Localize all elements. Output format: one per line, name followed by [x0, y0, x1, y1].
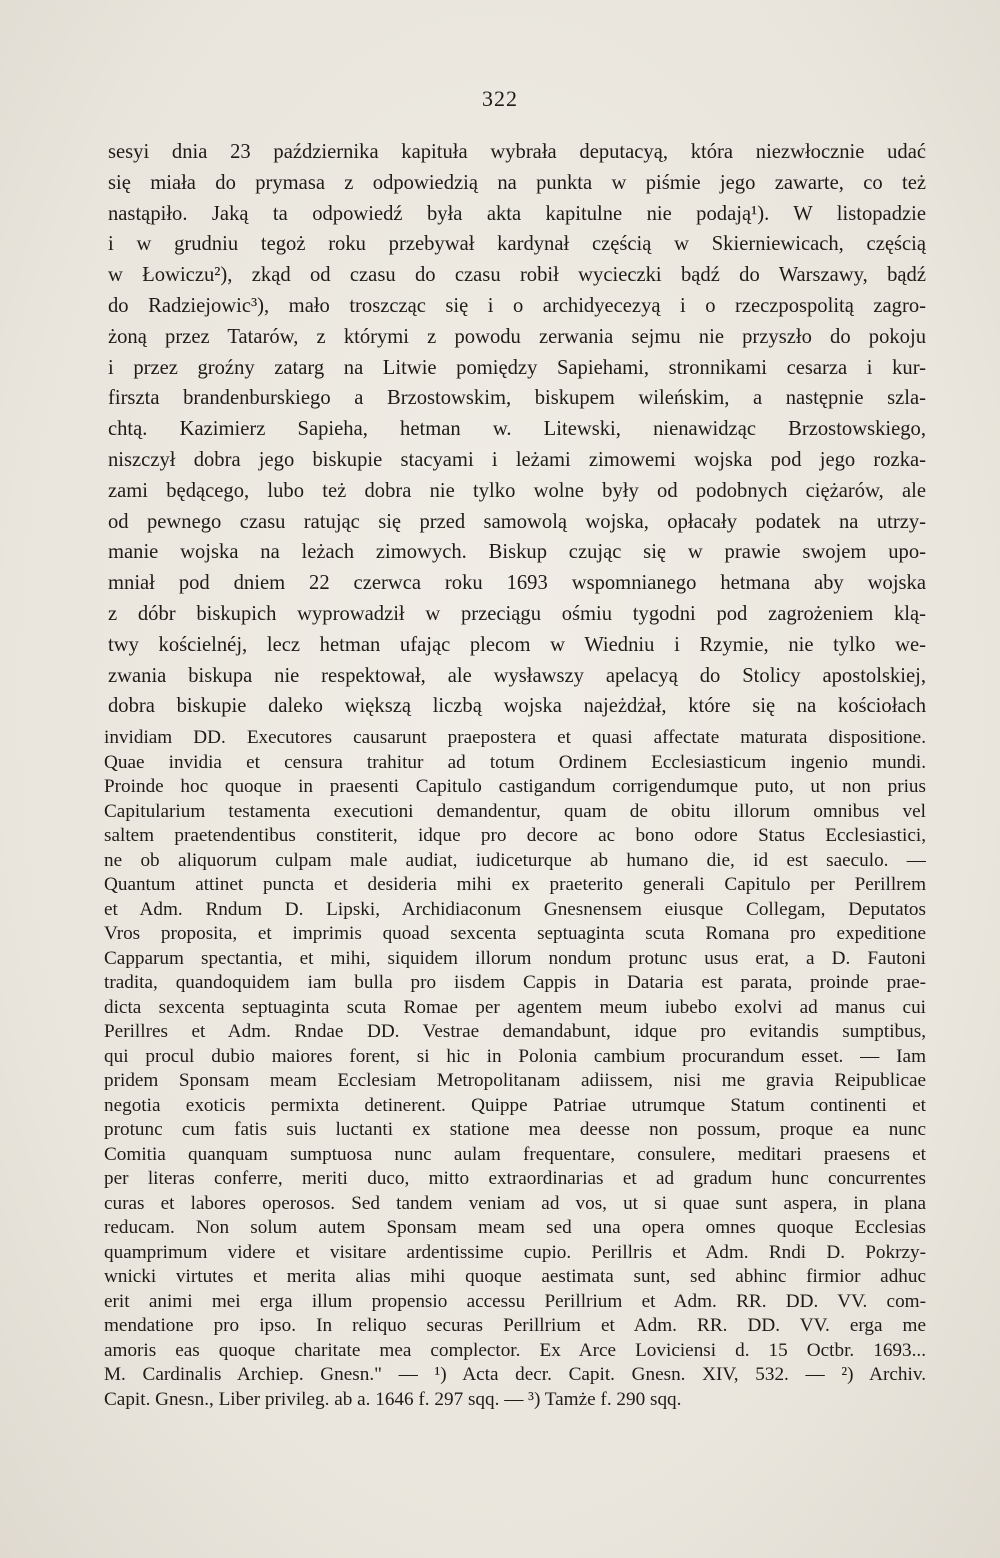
footnote-line: Vros proposita, et imprimis quoad sexcenta septuaginta scuta Romana pro expeditione: [104, 923, 926, 944]
footnote-line: Proinde hoc quoque in praesenti Capitulo castigandum corrigendumque puto, ut non prius: [104, 776, 926, 797]
body-text-line: dobra biskupie daleko większą liczbą wojska najeżdżał, które się na kościołach: [108, 695, 926, 718]
footnote-line: Quae invidia et censura trahitur ad totum Ordinem Ecclesiasticum ingenio mundi.: [104, 751, 926, 773]
body-text-line: mniał pod dniem 22 czerwca roku 1693 wspomnianego hetmana aby wojska: [108, 572, 926, 595]
body-text-line: się miała do prymasa z odpowiedzią na punkta w piśmie jego zawarte, co też: [108, 171, 926, 194]
footnote-line: amoris eas quoque charitate mea complector. Ex Arce Loviciensi d. 15 Octbr. 1693...: [104, 1339, 926, 1361]
footnote-line: Capparum spectantia, et mihi, siquidem illorum nondum protunc usus erat, a D. Fautoni: [104, 947, 926, 969]
page-number: 322: [482, 86, 518, 111]
footnote-line: quamprimum videre et visitare ardentissime cupio. Perillris et Adm. Rndi D. Pokrzy-: [104, 1241, 926, 1263]
main-body-text: [108, 137, 926, 722]
footnote-line: reducam. Non solum autem Sponsam meam sed una opera omnes quoque Ecclesias: [104, 1217, 926, 1238]
footnote-line: M. Cardinalis Archiep. Gnesn." — ¹) Acta decr. Capit. Gnesn. XIV, 532. — ²) Archiv.: [104, 1364, 926, 1385]
footnote-line: erit animi mei erga illum propensio accessu Perillrium et Adm. RR. DD. VV. com-: [104, 1290, 926, 1312]
footnote-line: ne ob aliquorum culpam male audiat, iudiceturque ab humano die, id est saeculo. —: [104, 849, 926, 871]
body-text-line: i przez groźny zatarg na Litwie pomiędzy Sapiehami, stronnikami cesarza i kur-: [108, 356, 926, 379]
body-text-line: sesyi dnia 23 października kapituła wybrała deputacyą, która niezwłocznie udać: [108, 141, 926, 163]
footnote-line: pridem Sponsam meam Ecclesiam Metropolitanam adiissem, nisi me gravia Reipublicae: [104, 1070, 926, 1091]
body-text-line: i w grudniu tegoż roku przebywał kardynał częścią w Skierniewicach, częścią: [108, 233, 926, 256]
footnote-line: Comitia quanquam sumptuosa nunc aulam frequentare, consulere, meditari praesens et: [104, 1143, 926, 1165]
body-text-line: niszczył dobra jego biskupie stacyami i leżami zimowemi wojska pod jego rozka-: [108, 448, 926, 471]
body-text-line: od pewnego czasu ratując się przed samowolą wojska, opłacały podatek na utrzy-: [108, 510, 926, 533]
footnote-line: Capitularium testamenta executioni demandentur, quam de obitu illorum omnibus vel: [104, 800, 926, 822]
footnote-line: Capit. Gnesn., Liber privileg. ab a. 1646 f. 297 sqq. — ³) Tamże f. 290 sqq.: [104, 1388, 682, 1410]
footnote-line: qui procul dubio maiores forent, si hic in Polonia cambium procurandum esset. — Iam: [104, 1045, 926, 1067]
footnote-line: et Adm. Rndum D. Lipski, Archidiaconum Gnesnensem eiusque Collegam, Deputatos: [104, 898, 926, 920]
footnote-line: mendatione pro ipso. In reliquo securas Perillrium et Adm. RR. DD. VV. erga me: [104, 1315, 926, 1336]
footnote-line: invidiam DD. Executores causarunt praepostera et quasi affectate maturata dispositione.: [104, 727, 926, 748]
body-text-line: zami będącego, lubo też dobra nie tylko wolne były od podobnych ciężarów, ale: [108, 479, 926, 502]
body-text-line: do Radziejowic³), mało troszcząc się i o archidyecezyą i o rzeczpospolitą zagro-: [108, 294, 926, 317]
footnote-line: dicta sexcenta septuaginta scuta Romae per agentem meum iubebo exolvi ad manus cui: [104, 996, 926, 1018]
footnote-line: Quantum attinet puncta et desideria mihi ex praeterito generali Capitulo per Perillrem: [104, 874, 926, 895]
footnote-line: Perillres et Adm. Rndae DD. Vestrae demandabunt, idque pro evitandis sumptibus,: [104, 1021, 926, 1042]
body-text-line: nastąpiło. Jaką ta odpowiedź była akta kapitulne nie podają¹). W listopadzie: [108, 202, 926, 225]
footnote-block: [104, 726, 926, 1412]
footnote-line: curas et labores operosos. Sed tandem veniam ad vos, ut si quae sunt aspera, in plana: [104, 1192, 926, 1214]
footnote-line: tradita, quandoquidem iam bulla pro iisdem Cappis in Dataria est parata, proinde prae-: [104, 972, 926, 993]
body-text-line: żoną przez Tatarów, z którymi z powodu zerwania sejmu nie przyszło do pokoju: [108, 325, 926, 348]
body-text-line: twy kościelnéj, lecz hetman ufając plecom w Wiedniu i Rzymie, nie tylko we-: [108, 633, 926, 656]
body-text-line: w Łowiczu²), zkąd od czasu do czasu robił wycieczki bądź do Warszawy, bądź: [108, 264, 926, 287]
footnote-line: negotia exoticis permixta detinerent. Quippe Patriae utrumque Statum continenti et: [104, 1094, 926, 1116]
footnote-line: wnicki virtutes et merita alias mihi quoque aestimata sunt, sed abhinc firmior adhuc: [104, 1266, 926, 1287]
footnote-line: per literas conferre, meriti duco, mitto extraordinarias et ad gradum hunc concurrentes: [104, 1168, 926, 1189]
body-text-line: z dóbr biskupich wyprowadził w przeciągu ośmiu tygodni pod zagrożeniem klą-: [108, 602, 926, 625]
body-text-line: chtą. Kazimierz Sapieha, hetman w. Litewski, nienawidząc Brzostowskiego,: [108, 418, 926, 441]
footnote-line: protunc cum fatis suis luctanti ex statione mea deesse non possum, proque ea nunc: [104, 1119, 926, 1140]
footnote-line: saltem praetendentibus constiterit, idque pro decore ac bono odore Status Ecclesiastici,: [104, 825, 926, 846]
body-text-line: manie wojska na leżach zimowych. Biskup czując się w prawie swojem upo-: [108, 541, 926, 564]
body-text-line: firszta brandenburskiego a Brzostowskim, biskupem wileńskim, a następnie szla-: [108, 387, 926, 410]
body-text-line: zwania biskupa nie respektował, ale wysławszy apelacyą do Stolicy apostolskiej,: [108, 664, 926, 687]
